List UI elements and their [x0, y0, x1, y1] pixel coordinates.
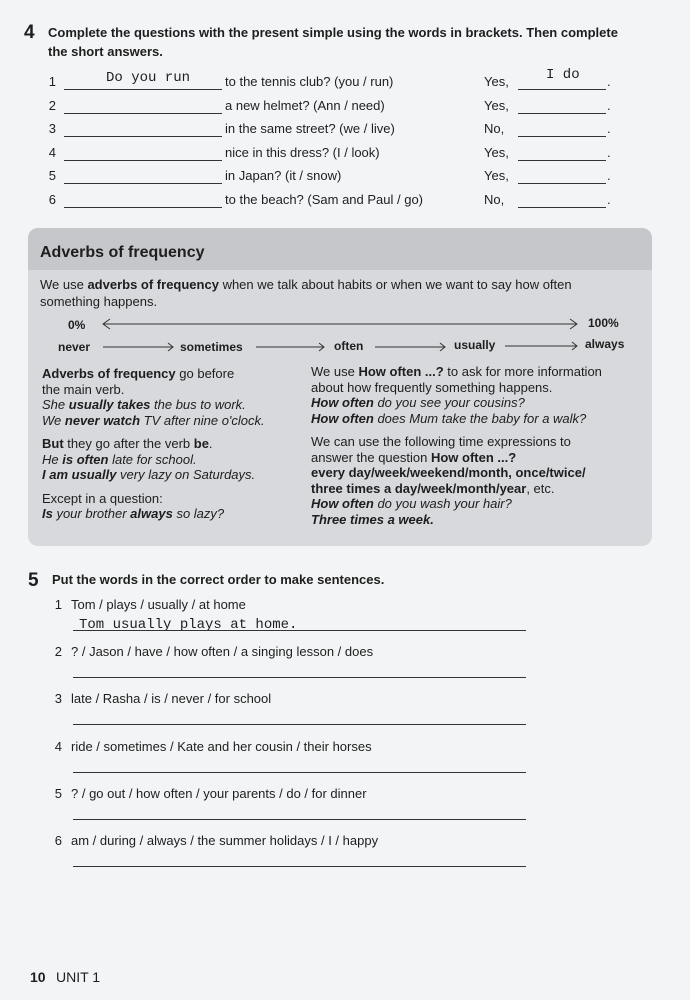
question-text: in Japan? (it / snow) — [225, 168, 342, 183]
short-answer-end: . — [607, 192, 611, 207]
scale-arrow-3 — [375, 342, 447, 352]
grammar-box-heading: Adverbs of frequency — [40, 244, 205, 261]
short-answer-label: No, — [484, 192, 505, 207]
answer-line[interactable] — [73, 866, 526, 867]
answer-line[interactable] — [73, 819, 526, 820]
scale-word-always: always — [585, 337, 625, 351]
grammar-left-column: Adverbs of frequency go before the main verb. She usually takes the bus to work. We never watch TV after nine o'clock. But they go after the verb be. He is often late for school. I am usually very lazy on Saturdays. Except in a question: Is your brother always so lazy? — [42, 366, 265, 521]
short-answer-end: . — [607, 98, 611, 113]
scale-arrow — [100, 318, 580, 330]
short-answer-label: No, — [484, 121, 505, 136]
exercise-5-title: Put the words in the correct order to make sentences. — [52, 572, 385, 587]
short-answer-text: I do — [546, 67, 580, 83]
short-answer-label: Yes, — [484, 74, 509, 89]
answer-text: Tom usually plays at home. — [79, 617, 298, 633]
short-answer-line[interactable] — [518, 160, 606, 161]
answer-text: Do you run — [106, 70, 191, 86]
answer-line[interactable] — [64, 136, 222, 137]
item-number: 3 — [54, 691, 62, 706]
item-number: 1 — [54, 597, 62, 612]
scale-word-sometimes: sometimes — [180, 340, 243, 354]
short-answer-end: . — [607, 145, 611, 160]
short-answer-label: Yes, — [484, 145, 509, 160]
grammar-intro-line2: something happens. — [40, 294, 158, 309]
item-number: 2 — [48, 98, 56, 113]
scale-left-label: 0% — [68, 318, 86, 332]
scale-word-usually: usually — [454, 338, 496, 352]
short-answer-label: Yes, — [484, 168, 509, 183]
short-answer-line[interactable] — [518, 183, 606, 184]
answer-line[interactable] — [64, 160, 222, 161]
scale-arrow-1 — [103, 342, 175, 352]
item-number: 2 — [54, 644, 62, 659]
page-number: 10 — [30, 969, 46, 985]
short-answer-line[interactable] — [518, 113, 606, 114]
scale-right-label: 100% — [588, 316, 619, 330]
scale-word-often: often — [334, 339, 364, 353]
word-prompt: Tom / plays / usually / at home — [71, 597, 246, 612]
word-prompt: ? / go out / how often / your parents / do / for dinner — [71, 786, 367, 801]
exercise-4-title-line2: the short answers. — [48, 44, 163, 59]
grammar-intro-line1: We use adverbs of frequency when we talk about habits or when we want to say how often — [40, 277, 572, 292]
answer-line[interactable] — [73, 630, 526, 631]
item-number: 5 — [54, 786, 62, 801]
item-number: 3 — [48, 121, 56, 136]
item-number: 5 — [48, 168, 56, 183]
word-prompt: ride / sometimes / Kate and her cousin / their horses — [71, 739, 372, 754]
short-answer-end: . — [607, 168, 611, 183]
exercise-5-number: 5 — [28, 570, 39, 591]
scale-arrow-4 — [505, 341, 579, 351]
item-number: 1 — [48, 74, 56, 89]
item-number: 6 — [54, 833, 62, 848]
answer-line[interactable] — [64, 207, 222, 208]
short-answer-end: . — [607, 121, 611, 136]
word-prompt: late / Rasha / is / never / for school — [71, 691, 272, 706]
short-answer-line[interactable] — [518, 136, 606, 137]
word-prompt: ? / Jason / have / how often / a singing lesson / does — [71, 644, 374, 659]
item-number: 6 — [48, 192, 56, 207]
item-number: 4 — [48, 145, 56, 160]
short-answer-label: Yes, — [484, 98, 509, 113]
short-answer-end: . — [607, 74, 611, 89]
answer-line[interactable] — [73, 772, 526, 773]
exercise-4-number: 4 — [24, 22, 35, 43]
word-prompt: am / during / always / the summer holidays / I / happy — [71, 833, 379, 848]
short-answer-line[interactable] — [518, 207, 606, 208]
answer-line[interactable] — [64, 113, 222, 114]
answer-line[interactable] — [73, 724, 526, 725]
question-text: in the same street? (we / live) — [225, 121, 395, 136]
short-answer-line[interactable] — [518, 89, 606, 90]
exercise-4-title-line1: Complete the questions with the present simple using the words in brackets. Then complete — [48, 25, 618, 40]
answer-line[interactable] — [73, 677, 526, 678]
question-text: a new helmet? (Ann / need) — [225, 98, 385, 113]
scale-word-never: never — [58, 340, 91, 354]
item-number: 4 — [54, 739, 62, 754]
question-text: to the tennis club? (you / run) — [225, 74, 394, 89]
answer-line[interactable] — [64, 183, 222, 184]
unit-label: UNIT 1 — [56, 969, 101, 985]
question-text: to the beach? (Sam and Paul / go) — [225, 192, 424, 207]
question-text: nice in this dress? (I / look) — [225, 145, 380, 160]
answer-line[interactable] — [64, 89, 222, 90]
grammar-right-column: We use How often ...? to ask for more information about how frequently something happens. How often do you see your cousins? How often does Mum take the baby for a walk? We can use the following time expressions to answer the question How often ...? every day/week/weekend/month, once/twice/ three times a day/week/month/year, etc. How often do you wash your hair? Three times a week. — [311, 364, 602, 527]
scale-arrow-2 — [256, 342, 326, 352]
